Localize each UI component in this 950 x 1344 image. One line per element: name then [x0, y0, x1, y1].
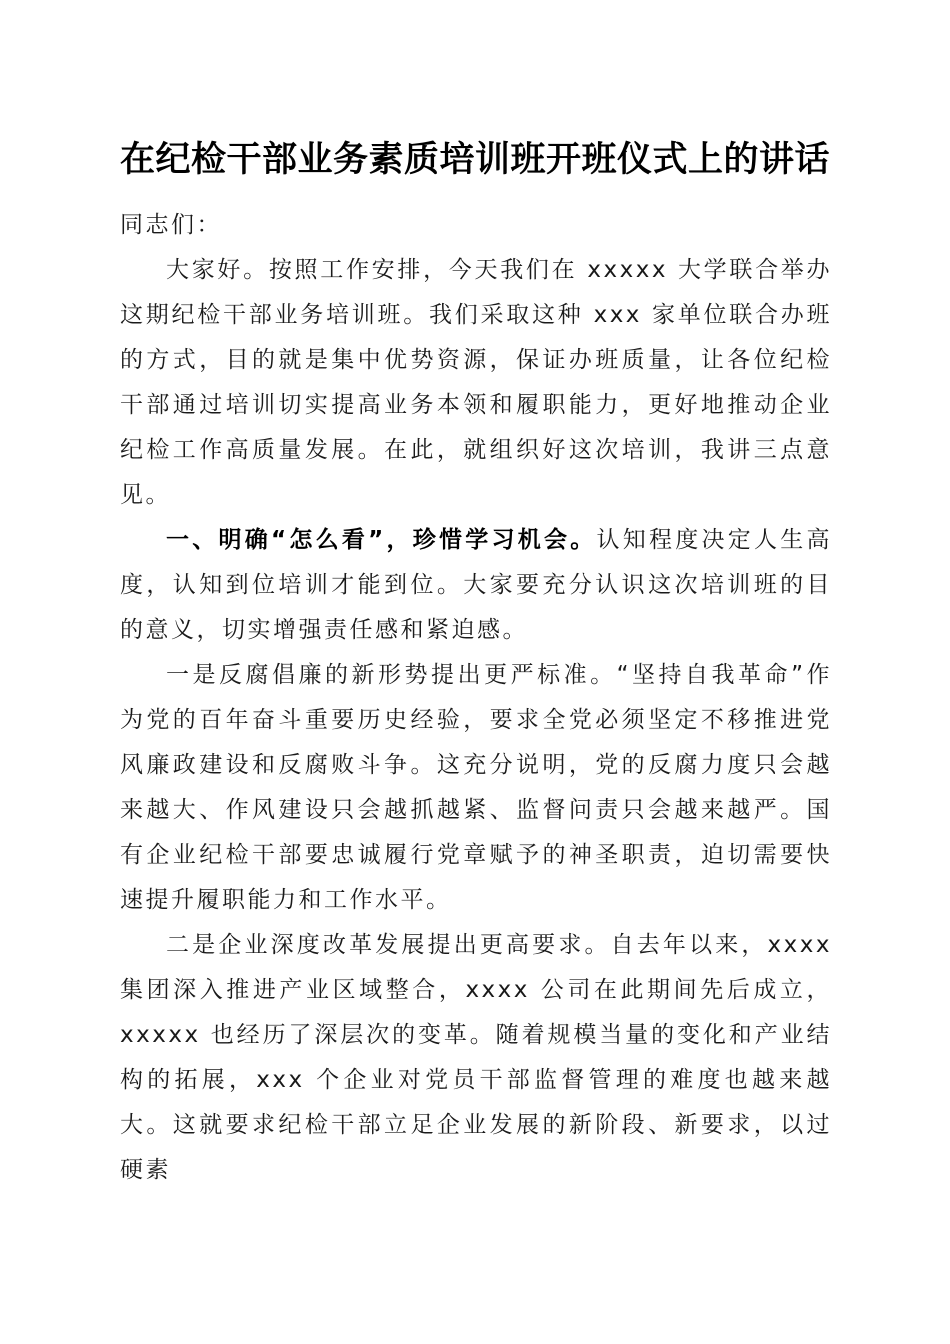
paragraph-point-two [120, 923, 832, 1193]
section-heading: 一、明确“怎么看”，珍惜学习机会。 [166, 527, 597, 553]
paragraph-greeting [120, 248, 832, 518]
paragraph-text: 一是反腐倡廉的新形势提出更严标准。“坚持自我革命”作为党的百年奋斗重要历史经验，要求全党必须坚定不移推进党风廉政建设和反腐败斗争。这充分说明，党的反腐力度只会越来越大、作风建设只会越抓越紧、监督问责只会越来越严。国有企业纪检干部要忠诚履行党章赋予的神圣职责，迫切需要快速提升履职能力和工作水平。 [120, 662, 832, 913]
paragraph-section-one [120, 518, 832, 653]
paragraph-text: 认知程度决定人生高度，认知到位培训才能到位。大家要充分认识这次培训班的目的意义，切实增强责任感和紧迫感。 [120, 527, 833, 643]
paragraph-text: 大家好。按照工作安排，今天我们在 xxxxx 大学联合举办这期纪检干部业务培训班。我们采取这种 xxx 家单位联合办班的方式，目的就是集中优势资源，保证办班质量，让各位纪检干部通过培训切实提高业务本领和履职能力，更好地推动企业纪检工作高质量发展。在此，就组织好这次培训，我讲三点意见。 [120, 257, 832, 508]
salutation: 同志们： [120, 212, 222, 238]
document-body [120, 203, 832, 1193]
paragraph-point-one [120, 653, 832, 923]
document-title: 在纪检干部业务素质培训班开班仪式上的讲话 [119, 139, 830, 180]
paragraph-text: 二是企业深度改革发展提出更高要求。自去年以来，xxxx 集团深入推进产业区域整合，xxxx 公司在此期间先后成立，xxxxx 也经历了深层次的变革。随着规模当量的变化和产业结构的拓展，xxx 个企业对党员干部监督管理的难度也越来越大。这就要求纪检干部立足企业发展的新阶段、新要求，以过硬素 [120, 932, 832, 1183]
